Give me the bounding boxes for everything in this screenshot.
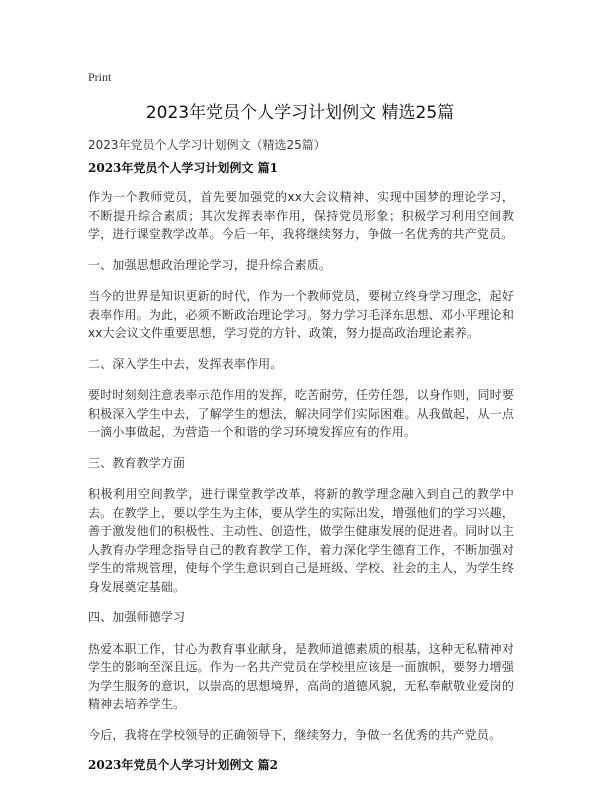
intro-paragraph: 作为一个教师党员，首先要加强党的xx大会议精神、实现中国梦的理论学习，不断提升综合素质；其次发挥表率作用，保持党员形象；积极学习利用空间教学，进行课堂教学改革。今后一年，我将继续努力，争做一名优秀的共产党员。 bbox=[88, 190, 514, 241]
political-study-paragraph: 当今的世界是知识更新的时代，作为一个教师党员，要树立终身学习理念，起好表率作用。为此，必须不断政治理论学习。努力学习毛泽东思想、邓小平理论和xx大会议文件重要思想，学习党的方针、政策，努力提高政治理论素养。 bbox=[88, 289, 514, 340]
heading-student-engagement: 二、深入学生中去，发挥表率作用。 bbox=[88, 356, 283, 371]
teaching-paragraph: 积极利用空间教学，进行课堂教学改革，将新的教学理念融入到自己的教学中去。在教学上，要以学生为主体，要从学生的实际出发，增强他们的学习兴趣，善于激发他们的积极性、主动性、创造性，做学生健康发展的促进者。同时以主人教育办学理念指导自己的教育教学工作，着力深化学生德育工作，不断加强对学生的常规管理，使每个学生意识到自己是班级、学校、社会的主人，为学生终身发展奠定基础。 bbox=[88, 487, 514, 594]
student-engagement-paragraph: 要时时刻刻注意表率示范作用的发挥，吃苦耐劳，任劳任怨，以身作则，同时要积极深入学生中去，了解学生的想法，解决同学们实际困难。从我做起，从一点一滴小事做起，为营造一个和谐的学习环境发挥应有的作用。 bbox=[88, 388, 514, 439]
heading-ethics: 四、加强师德学习 bbox=[88, 610, 186, 624]
document-subtitle: 2023年党员个人学习计划例文（精选25篇） bbox=[88, 138, 326, 152]
ethics-paragraph: 热爱本职工作，甘心为教育事业献身，是教师道德素质的根基，这种无私精神对学生的影响至深且远。作为一名共产党员在学校里应该是一面旗帜，要努力增强为学生服务的意识，以崇高的思想境界，高尚的道德风貌，无私奉献敬业爱岗的精神去培养学生。 bbox=[88, 641, 514, 711]
document-body bbox=[88, 160, 514, 785]
document-title: 2023年党员个人学习计划例文 精选25篇 bbox=[145, 103, 455, 123]
section-2-title: 2023年党员个人学习计划例文 篇2 bbox=[88, 758, 278, 772]
heading-political-study: 一、加强思想政治理论学习，提升综合素质。 bbox=[88, 257, 332, 272]
print-link[interactable]: Print bbox=[88, 70, 112, 84]
section-1-title: 2023年党员个人学习计划例文 篇1 bbox=[88, 161, 278, 175]
heading-teaching: 三、教育教学方面 bbox=[88, 455, 186, 470]
closing-paragraph: 今后，我将在学校领导的正确领导下，继续努力，争做一名优秀的共产党员。 bbox=[88, 727, 502, 742]
